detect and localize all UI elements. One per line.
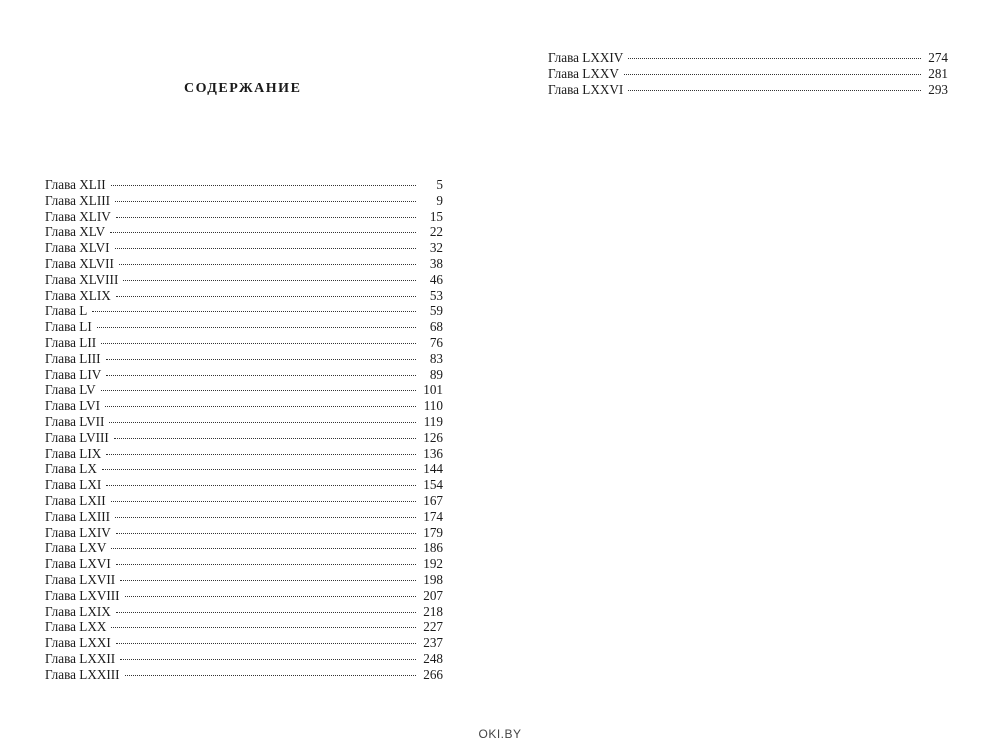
chapter-label: Глава LXVI — [45, 556, 111, 572]
dot-leader — [116, 643, 416, 644]
page-number: 266 — [423, 666, 443, 682]
page-number: 179 — [423, 524, 443, 540]
toc-entry — [45, 414, 443, 430]
dot-leader — [101, 343, 416, 344]
toc-entry — [45, 509, 443, 525]
chapter-label: Глава LXVII — [45, 571, 116, 587]
chapter-label: Глава XLIV — [45, 208, 111, 224]
chapter-label: Глава XLV — [45, 224, 106, 240]
chapter-label: Глава LXIX — [45, 603, 111, 619]
chapter-label: Глава L — [45, 303, 88, 319]
page-number: 218 — [423, 603, 443, 619]
toc-entry — [45, 525, 443, 541]
toc-entry — [45, 224, 443, 240]
page-number: 53 — [429, 287, 443, 303]
page-number: 293 — [928, 81, 948, 97]
chapter-label: Глава LXV — [45, 540, 107, 556]
dot-leader — [628, 58, 921, 59]
toc-entry — [45, 256, 443, 272]
chapter-label: Глава LXX — [45, 619, 107, 635]
chapter-label: Глава LIV — [45, 366, 102, 382]
dot-leader — [92, 311, 416, 312]
toc-entry — [45, 635, 443, 651]
page-number: 9 — [436, 192, 443, 208]
toc-entry — [45, 540, 443, 556]
dot-leader — [120, 580, 416, 581]
page-number: 101 — [423, 382, 443, 398]
toc-entry — [45, 335, 443, 351]
toc-entry — [45, 604, 443, 620]
dot-leader — [628, 90, 921, 91]
toc-entry — [45, 430, 443, 446]
toc-entry — [45, 461, 443, 477]
toc-entry — [45, 382, 443, 398]
dot-leader — [111, 548, 416, 549]
dot-leader — [106, 359, 417, 360]
page-number: 110 — [423, 398, 443, 414]
page-number: 5 — [436, 177, 443, 192]
chapter-label: Глава LXXV — [548, 65, 619, 81]
toc-entry — [45, 240, 443, 256]
dot-leader — [102, 469, 416, 470]
toc-entry — [45, 351, 443, 367]
dot-leader — [116, 296, 416, 297]
page-number: 227 — [423, 619, 443, 635]
page-number: 174 — [423, 508, 443, 524]
chapter-label: Глава LX — [45, 461, 97, 477]
toc-entry — [45, 572, 443, 588]
toc-entry — [548, 66, 948, 82]
dot-leader — [109, 422, 416, 423]
dot-leader — [123, 280, 416, 281]
toc-entry — [45, 367, 443, 383]
chapter-label: Глава XLVI — [45, 240, 110, 256]
toc-entry — [45, 446, 443, 462]
dot-leader — [116, 533, 416, 534]
dot-leader — [125, 596, 416, 597]
chapter-label: Глава LXXI — [45, 635, 111, 651]
dot-leader — [115, 517, 416, 518]
dot-leader — [115, 248, 416, 249]
dot-leader — [125, 675, 416, 676]
dot-leader — [97, 327, 416, 328]
dot-leader — [120, 659, 416, 660]
chapter-label: Глава LI — [45, 319, 92, 335]
toc-entry — [548, 50, 948, 66]
page-number: 237 — [423, 635, 443, 651]
page-number: 186 — [423, 540, 443, 556]
chapter-label: Глава LV — [45, 382, 96, 398]
dot-leader — [116, 564, 416, 565]
dot-leader — [106, 485, 416, 486]
chapter-label: Глава XLVII — [45, 255, 114, 271]
toc-entry — [45, 493, 443, 509]
toc-entry — [45, 177, 443, 193]
dot-leader — [105, 406, 416, 407]
page-number: 144 — [423, 461, 443, 477]
page-number: 15 — [429, 208, 443, 224]
toc-entry — [45, 398, 443, 414]
page-number: 89 — [429, 366, 443, 382]
chapter-label: Глава LVII — [45, 413, 105, 429]
dot-leader — [114, 438, 416, 439]
chapter-label: Глава LXXVI — [548, 81, 624, 97]
toc-entry — [45, 319, 443, 335]
chapter-label: Глава XLVIII — [45, 271, 119, 287]
toc-entry — [45, 556, 443, 572]
chapter-label: Глава LIII — [45, 350, 101, 366]
page-number: 274 — [928, 50, 948, 65]
page-number: 198 — [423, 571, 443, 587]
chapter-label: Глава XLIX — [45, 287, 111, 303]
dot-leader — [119, 264, 416, 265]
toc-entry — [45, 272, 443, 288]
dot-leader — [106, 375, 416, 376]
page-number: 248 — [423, 650, 443, 666]
chapter-label: Глава LXXII — [45, 650, 116, 666]
toc-entry — [45, 193, 443, 209]
page-number: 281 — [928, 65, 948, 81]
dot-leader — [116, 217, 416, 218]
watermark-logo: OKI.BY — [478, 727, 522, 741]
page-number: 32 — [429, 240, 443, 256]
dot-leader — [106, 454, 416, 455]
toc-entry — [45, 588, 443, 604]
dot-leader — [111, 185, 416, 186]
dot-leader — [110, 232, 416, 233]
toc-title: СОДЕРЖАНИЕ — [184, 81, 302, 96]
chapter-label: Глава XLIII — [45, 192, 111, 208]
page-number: 68 — [429, 319, 443, 335]
toc-entry — [548, 82, 948, 98]
toc-entry — [45, 477, 443, 493]
page-number: 76 — [429, 334, 443, 350]
chapter-label: Глава LXIII — [45, 508, 111, 524]
chapter-label: Глава LII — [45, 334, 97, 350]
page-number: 83 — [429, 350, 443, 366]
page-number: 192 — [423, 556, 443, 572]
page-number: 119 — [423, 413, 443, 429]
page-number: 59 — [429, 303, 443, 319]
dot-leader — [115, 201, 416, 202]
dot-leader — [111, 501, 416, 502]
chapter-label: Глава LVIII — [45, 429, 109, 445]
chapter-label: Глава LIX — [45, 445, 102, 461]
page-number: 126 — [423, 429, 443, 445]
right-page — [500, 0, 1000, 749]
chapter-label: Глава LXXIII — [45, 666, 120, 682]
toc-entry — [45, 288, 443, 304]
page-number: 136 — [423, 445, 443, 461]
chapter-label: Глава LXVIII — [45, 587, 120, 603]
toc-entry — [45, 619, 443, 635]
toc-list-right — [548, 50, 948, 97]
toc-list-left — [45, 177, 443, 683]
toc-entry — [45, 667, 443, 683]
chapter-label: Глава XLII — [45, 177, 106, 192]
page-number: 22 — [429, 224, 443, 240]
toc-entry — [45, 209, 443, 225]
page-number: 207 — [423, 587, 443, 603]
chapter-label: Глава LXXIV — [548, 50, 624, 65]
toc-entry — [45, 651, 443, 667]
page-number: 38 — [429, 255, 443, 271]
chapter-label: Глава LXII — [45, 492, 106, 508]
dot-leader — [111, 627, 416, 628]
page-number: 46 — [429, 271, 443, 287]
dot-leader — [116, 612, 416, 613]
toc-entry — [45, 303, 443, 319]
chapter-label: Глава LXI — [45, 477, 102, 493]
chapter-label: Глава LVI — [45, 398, 101, 414]
page-number: 167 — [423, 492, 443, 508]
page-number: 154 — [423, 477, 443, 493]
dot-leader — [101, 390, 416, 391]
dot-leader — [624, 74, 921, 75]
chapter-label: Глава LXIV — [45, 524, 111, 540]
